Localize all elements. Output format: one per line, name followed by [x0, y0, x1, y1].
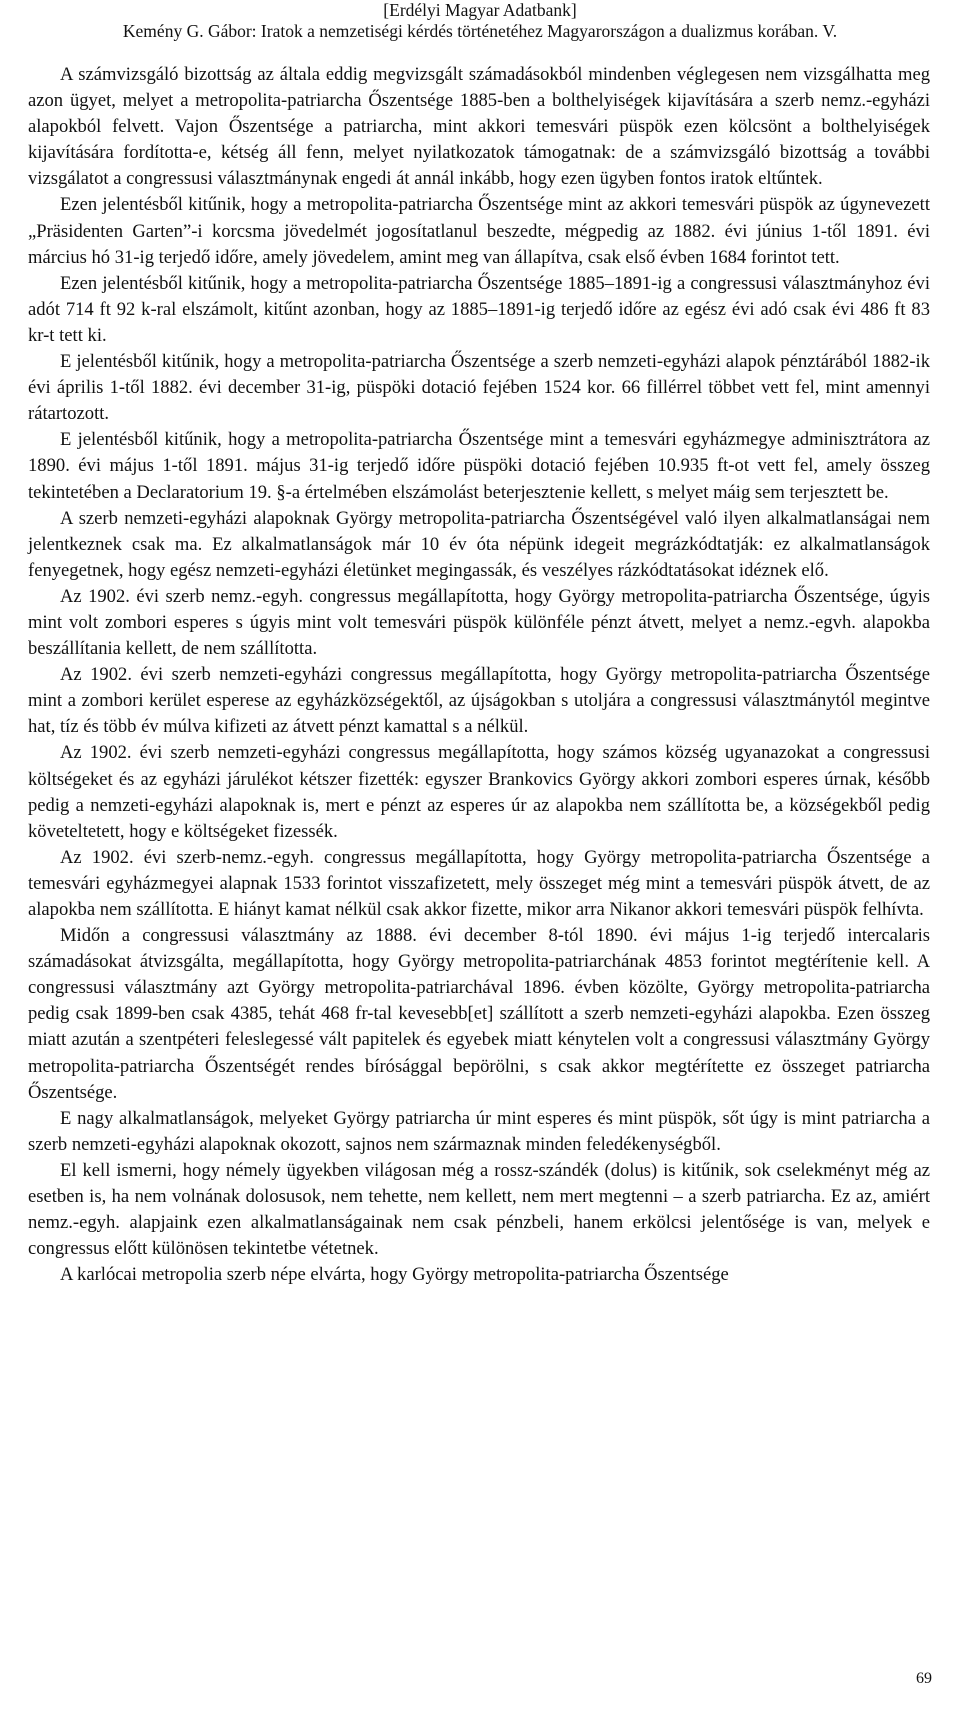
paragraph: Az 1902. évi szerb nemzeti-egyházi congressus megállapította, hogy számos község ugyanazokat a congressusi költségeket és az egyházi járulékot kétszer fizették: egyszer Brankovics György akkori zombori esperes úrnak, később pedig a nemzeti-egyházi alapoknak is, mert e pénzt az esperes úr az alapokba nem szállította be, a községekből pedig követeltetett, hogy e költségeket fizessék. — [28, 742, 930, 842]
document-body — [28, 62, 930, 1288]
paragraph: A karlócai metropolia szerb népe elvárta, hogy György metropolita-patriarcha Őszentsége — [60, 1264, 729, 1286]
paragraph: Az 1902. évi szerb nemzeti-egyházi congressus megállapította, hogy György metropolita-patriarcha Őszentsége mint a zombori kerület esperese az egyházközségektől, az újságokban s utoljára a congressusi választmánytól megintve hat, tíz és több év múlva kifizeti az átvett pénzt kamattal s a nélkül. — [28, 664, 930, 738]
paragraph: E nagy alkalmatlanságok, melyeket György patriarcha úr mint esperes és mint püspök, sőt úgy is mint patriarcha a szerb nemzeti-egyházi alapoknak okozott, sajnos nem származnak minden feledékenységből. — [28, 1107, 930, 1155]
paragraph: A szerb nemzeti-egyházi alapoknak György metropolita-patriarcha Őszentségével való ilyen alkalmatlanságai nem jelentkeznek csak ma. Ez alkalmatlanságok már 10 év óta népünk idegeit megrázkódtatják: ez alkalmatlanságok fenyegetnek, hogy egész nemzeti-egyházi életünket megingassák, és veszélyes rázkódtatásokat idéznek elő. — [28, 507, 930, 581]
paragraph: Az 1902. évi szerb nemz.-egyh. congressus megállapította, hogy György metropolita-patriarcha Őszentsége, úgyis mint volt zombori esperes s úgyis mint volt temesvári püspök különféle pénzt átvett, melyet a nemz.-egvh. alapokba beszállítania kellett, de nem szállította. — [28, 585, 930, 660]
paragraph: El kell ismerni, hogy némely ügyekben világosan még a rossz-szándék (dolus) is kitűnik, sok cselekményt még az esetben is, ha nem volnának dolosusok, nem tehette, nem kellett, nem mert megtenni – a szerb patriarcha. Ez az, amiért nemz.-egyh. alapjaink ezen alkalmatlanságainak nem csak pénzbeli, hanem erkölcsi jelentősége is van, melyek e congressus előtt különösen tekintetbe vétetnek. — [28, 1159, 930, 1260]
paragraph: E jelentésből kitűnik, hogy a metropolita-patriarcha Őszentsége mint a temesvári egyházmegye adminisztrátora az 1890. évi május 1-től 1891. május 31-ig terjedő időre püspöki dotació fejében 10.935 ft-ot vett fel, amely összeg tekintetében a Declaratorium 19. §-a értelmében elszámolást beterjesztenie kellett, s melyet máig sem terjesztett be. — [28, 429, 930, 503]
paragraph: A számvizsgáló bizottság az általa eddig megvizsgált számadásokból mindenben véglegesen nem vizsgálhatta meg azon ügyet, melyet a metropolita-patriarcha Őszentsége 1885-ben a bolthelyiségek kijavítására a szerb nemz.-egyházi alapokból felvett. Vajon Őszentsége a patriarcha, mint akkori temesvári püspök ezen kölcsönt a bolthelyiségek kijavítására fordította-e, kétség áll fenn, melyet nyilatkozatok támogatnak: de a számvizsgáló bizottság a további vizsgálatot a congressusi választmánynak engedi át annál inkább, hogy ezen ügyben fontos iratok eltűntek. — [28, 64, 930, 190]
document-title: Kemény G. Gábor: Iratok a nemzetiségi kérdés történetéhez Magyarországon a dualizmus korában. V. — [122, 21, 838, 41]
paragraph: E jelentésből kitűnik, hogy a metropolita-patriarcha Őszentsége a szerb nemzeti-egyházi alapok pénztárából 1882-ik évi április 1-től 1882. évi december 31-ig, püspöki dotació fejében 1524 kor. 66 fillérrel többet vett fel, mint amennyi rátartozott. — [28, 351, 930, 425]
source-title: [Erdélyi Magyar Adatbank] — [383, 0, 577, 20]
paragraph: Az 1902. évi szerb-nemz.-egyh. congressus megállapította, hogy György metropolita-patriarcha Őszentsége a temesvári egyházmegyei alapnak 1533 forintot visszafizetett, mely összeget még mint a temesvári püspök átvett, de az alapokba nem szállította. E hiányt kamat nélkül csak akkor fizette, mikor arra Nikanor akkori temesvári püspök felhívta. — [28, 846, 930, 920]
paragraph: Ezen jelentésből kitűnik, hogy a metropolita-patriarcha Őszentsége 1885–1891-ig a congressusi választmányhoz évi adót 714 ft 92 k-ral elszámolt, kitűnt azonban, hogy az 1885–1891-ig terjedő időre az egész évi adó csak évi 486 ft 83 kr-t tett ki. — [28, 272, 930, 346]
page-header — [0, 0, 960, 42]
page-number: 69 — [916, 1670, 932, 1687]
paragraph: Midőn a congressusi választmány az 1888. évi december 8-tól 1890. évi május 1-ig terjedő intercalaris számadásokat átvizsgálta, megállapította, hogy György metropolita-patriarchának 4853 forintot megtérítenie kell. A congressusi választmány azt György metropolita-patriarchával 1896. évben közölte, György metropolita-patriarcha pedig csak 1899-ben csak 4385, tehát 468 fr-tal kevesebb[et] szállított a szerb nemzeti-egyházi alapokba. Ezen összeg miatt azután a szentpéteri feleslegessé vált papitelek és egyebek miatt kénytelen volt a congressusi választmány György metropolita-patriarcha Őszentségét rendes bírósággal bepörölni, s csak akkor megtérítette ez összeget patriarcha Őszentsége. — [28, 925, 930, 1103]
paragraph: Ezen jelentésből kitűnik, hogy a metropolita-patriarcha Őszentsége mint az akkori temesvári püspök az úgynevezett „Präsidenten Garten”-i korcsma jövedelmét jogosítatlanul beszedte, mégpedig az 1882. évi június 1-től 1891. évi március hó 31-ig terjedő időre, amely jövedelem, amint meg van állapítva, csak első évben 1684 forintot tett. — [28, 194, 930, 268]
